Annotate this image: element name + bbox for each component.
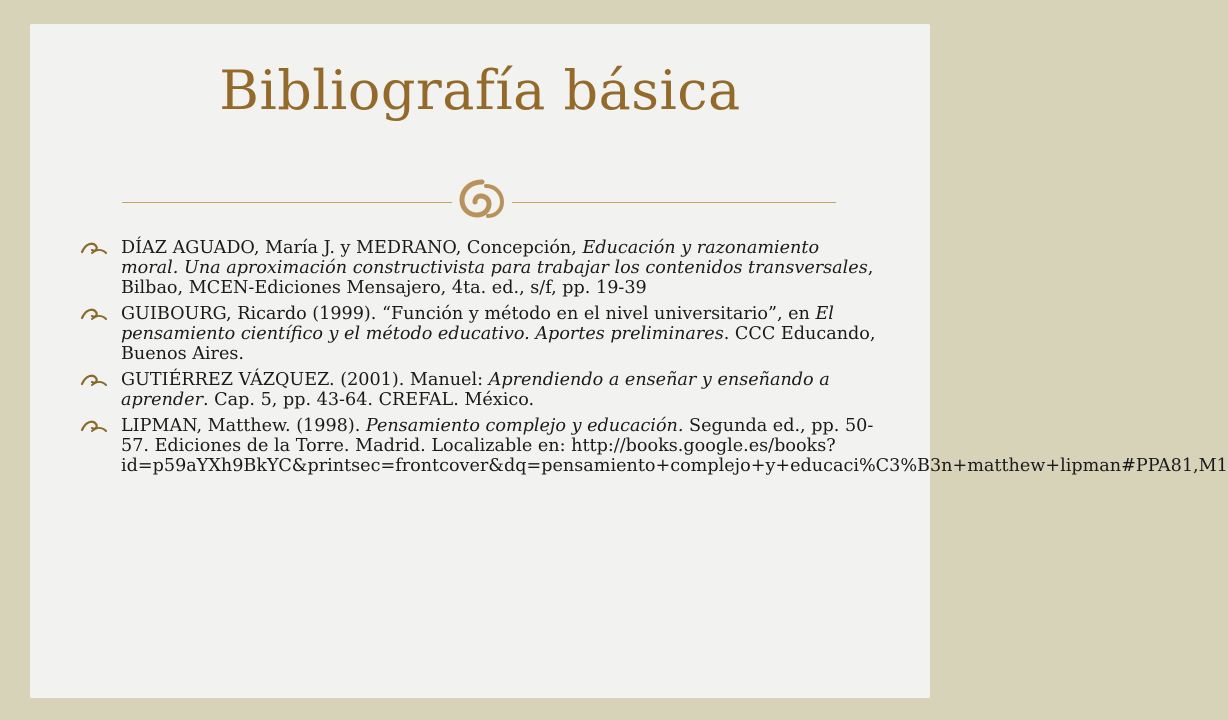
reference-text: LIPMAN, Matthew. (1998). — [121, 416, 366, 436]
curled-arrow-bullet-icon — [80, 418, 108, 434]
reference-text: GUIBOURG, Ricardo (1999). “Función y método en el nivel universitario”, en — [121, 304, 816, 324]
title-divider-right — [512, 202, 836, 203]
reference-text: . CCC Educando, Buenos Aires. — [121, 324, 876, 364]
curled-arrow-bullet-icon — [80, 306, 108, 322]
reference-title: Aprendiendo a enseñar y enseñando a aprender — [121, 370, 830, 410]
list-item — [78, 304, 878, 364]
reference-text: Segunda ed., pp. 50-57. Ediciones de la Torre. Madrid. Localizable en: http://books.google.es/books?id=p59aYXh9BkYC&printsec=frontcover&dq=pensamiento+complejo+y+educaci%C3%B3n+matthew+lipman#PPA81,M1 — [121, 416, 1228, 476]
reference-text: GUTIÉRREZ VÁZQUEZ. (2001). Manuel: — [121, 370, 489, 390]
reference-title: Educación y razonamiento moral. Una aproximación constructivista para trabajar los contenidos transversales — [121, 238, 868, 278]
slide-title: Bibliografía básica — [219, 59, 741, 122]
curled-arrow-bullet-icon — [80, 240, 108, 256]
reference-title: El pensamiento científico y el método educativo. Aportes preliminares — [121, 304, 834, 344]
reference-title: Pensamiento complejo y educación. — [365, 416, 684, 436]
list-item — [78, 238, 878, 298]
list-item — [78, 416, 1228, 476]
curled-arrow-bullet-icon — [80, 372, 108, 388]
reference-text: . Cap. 5, pp. 43-64. CREFAL. México. — [203, 390, 535, 410]
title-divider-left — [122, 202, 452, 203]
reference-text: , Bilbao, MCEN-Ediciones Mensajero, 4ta. ed., s/f, pp. 19-39 — [121, 258, 874, 298]
bibliography-list — [78, 238, 1228, 482]
list-item — [78, 370, 878, 410]
ornamental-flourish-icon — [448, 176, 512, 222]
reference-text: DÍAZ AGUADO, María J. y MEDRANO, Concepción, — [121, 238, 583, 258]
